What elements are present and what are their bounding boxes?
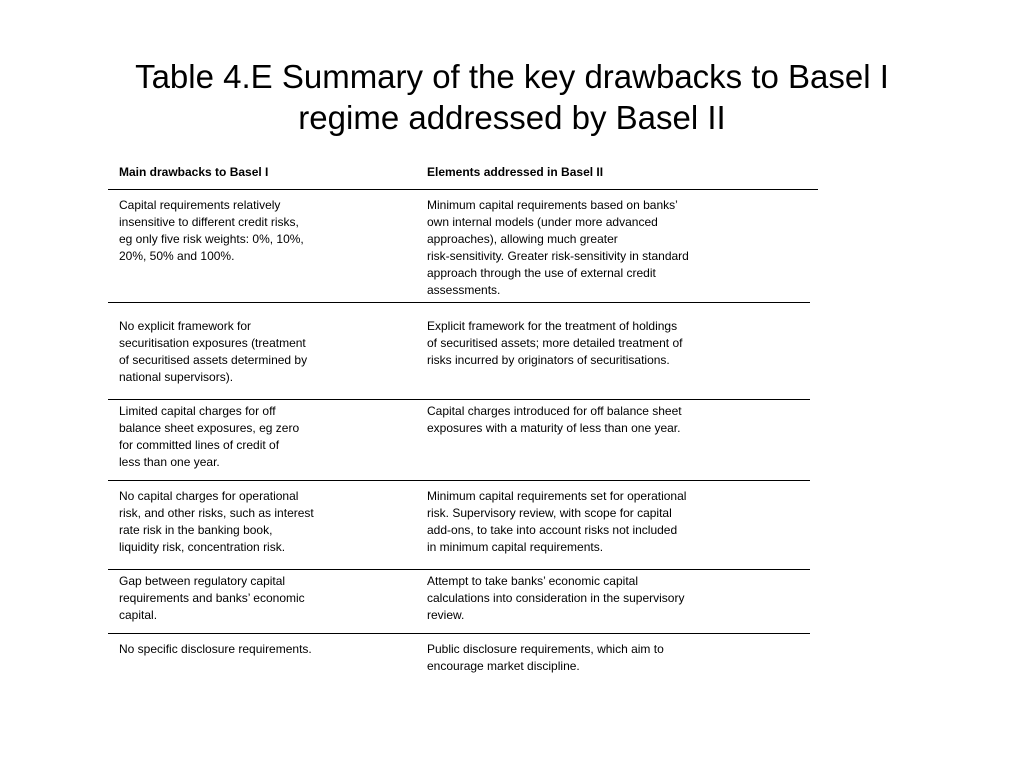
column-header-drawbacks: Main drawbacks to Basel I — [119, 165, 269, 179]
header-rule — [108, 189, 818, 190]
table-row-5-drawback: Gap between regulatory capital requirements and banks’ economic capital. — [119, 574, 305, 622]
table-row-1-drawback: Capital requirements relatively insensitive to different credit risks, eg only five risk weights: 0%, 10%, 20%, 50% and 100%. — [119, 198, 304, 263]
row-divider — [108, 480, 810, 481]
table-row-3-addressed: Capital charges introduced for off balance sheet exposures with a maturity of less than one year. — [427, 404, 682, 435]
table-row-1-addressed: Minimum capital requirements based on banks’ own internal models (under more advanced approaches), allowing much greater risk-sensitivity. Greater risk-sensitivity in standard approach through the use of external credit assessments. — [427, 198, 689, 297]
table-row-2-drawback: No explicit framework for securitisation exposures (treatment of securitised assets determined by national supervisors). — [119, 319, 308, 384]
row-divider — [108, 569, 810, 570]
table-row-6-addressed: Public disclosure requirements, which aim to encourage market discipline. — [427, 642, 664, 673]
table-row-4-addressed: Minimum capital requirements set for operational risk. Supervisory review, with scope for capital add-ons, to take into account risks not included in minimum capital requirements. — [427, 489, 687, 554]
row-divider — [108, 302, 810, 303]
table-row-3-drawback: Limited capital charges for off balance sheet exposures, eg zero for committed lines of credit of less than one year. — [119, 404, 300, 469]
table-row-2-addressed: Explicit framework for the treatment of holdings of securitised assets; more detailed treatment of risks incurred by originators of securitisations. — [427, 319, 683, 367]
row-divider — [108, 633, 810, 634]
page-title — [0, 56, 1024, 138]
table-row-4-drawback: No capital charges for operational risk, and other risks, such as interest rate risk in the banking book, liquidity risk, concentration risk. — [119, 489, 314, 554]
table-row-5-addressed: Attempt to take banks’ economic capital calculations into consideration in the supervisory review. — [427, 574, 685, 622]
table-row-6-drawback: No specific disclosure requirements. — [119, 642, 312, 656]
title-line-1: Table 4.E Summary of the key drawbacks to Basel I — [135, 58, 889, 95]
row-divider — [108, 399, 810, 400]
title-line-2: regime addressed by Basel II — [298, 99, 726, 136]
column-header-addressed: Elements addressed in Basel II — [427, 165, 604, 179]
